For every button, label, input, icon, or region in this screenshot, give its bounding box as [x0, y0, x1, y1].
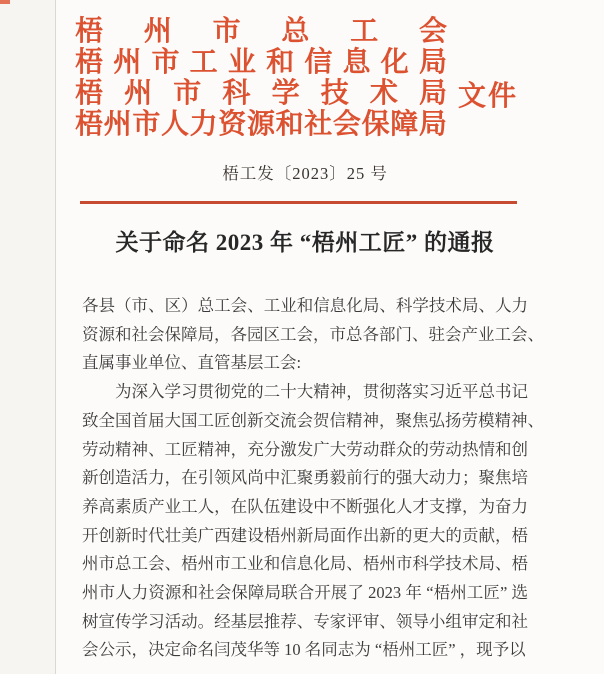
body-line: 致全国首届大国工匠创新交流会贺信精神，聚焦弘扬劳模精神、 — [82, 410, 544, 430]
red-separator-rule — [80, 201, 517, 204]
letterhead — [75, 16, 447, 140]
letterhead-org-line: 梧 州 市 科 学 技 术 局 — [75, 78, 447, 109]
letterhead-org-line: 梧 州 市 人 力 资 源 和 社 会 保 障 局 — [75, 109, 447, 140]
body-line: 开创新时代壮美广西建设梧州新局面作出新的更大的贡献，梧 — [82, 525, 528, 545]
scan-artifact — [0, 0, 10, 4]
document-content — [75, 0, 544, 665]
salutation-line: 资源和社会保障局，各园区工会，市总各部门、驻会产业工会、 — [82, 324, 544, 344]
letterhead-org-line: 梧 州 市 总 工 会 — [75, 16, 447, 47]
body-line: 养高素质产业工人，在队伍建设中不断强化人才支撑，为奋力 — [82, 496, 528, 516]
body-line: 会公示，决定命名闫茂华等 10 名同志为 “梧州工匠” ，现予以 — [82, 640, 526, 660]
document-number: 梧工发〔2023〕25 号 — [222, 164, 388, 183]
document-body — [82, 292, 544, 665]
body-line: 州市总工会、梧州市工业和信息化局、梧州市科学技术局、梧 — [82, 554, 528, 574]
letterhead-file-label: 文件 — [458, 81, 519, 112]
body-line: 树宣传学习活动。经基层推荐、专家评审、领导小组审定和社 — [82, 611, 528, 631]
body-line: 州市人力资源和社会保障局联合开展了 2023 年 “梧州工匠” 选 — [82, 583, 528, 603]
document-title: 关于命名 2023 年 “梧州工匠” 的通报 — [115, 230, 495, 255]
letterhead-org-line: 梧 州 市 工 业 和 信 息 化 局 — [75, 47, 447, 78]
salutation-line: 各县（市、区）总工会、工业和信息化局、科学技术局、人力 — [82, 296, 528, 315]
body-line: 新创造活力，在引领风尚中汇聚勇毅前行的强大动力；聚焦培 — [82, 468, 528, 488]
scan-page-edge — [0, 0, 56, 674]
body-line: 劳动精神、工匠精神，充分激发广大劳动群众的劳动热情和创 — [82, 439, 528, 459]
salutation-line: 直属事业单位、直管基层工会: — [82, 353, 302, 373]
body-line: 为深入学习贯彻党的二十大精神，贯彻落实习近平总书记 — [115, 382, 528, 402]
